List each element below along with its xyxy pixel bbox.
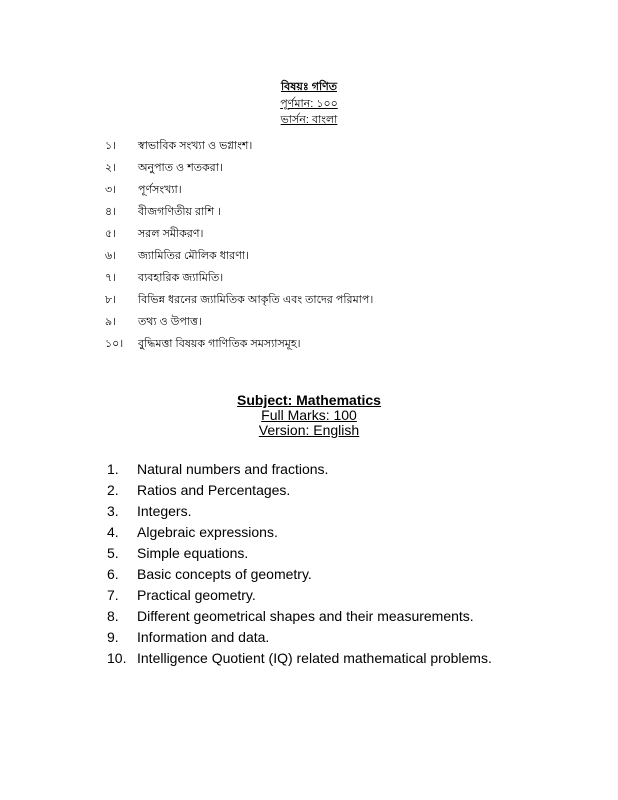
english-syllabus-list xyxy=(107,458,492,669)
item-number: 6. xyxy=(107,566,119,583)
list-item xyxy=(107,563,492,584)
item-text: তথ্য ও উপাত্ত। xyxy=(138,316,202,329)
english-version xyxy=(0,422,618,438)
item-text: Natural numbers and fractions. xyxy=(137,460,329,477)
item-number: 8. xyxy=(107,608,119,625)
item-number: 10. xyxy=(107,650,127,667)
item-text: Information and data. xyxy=(137,629,270,646)
item-number: ৫। xyxy=(105,227,117,240)
list-item xyxy=(105,157,373,179)
list-item xyxy=(105,179,373,201)
bangla-full-marks-text: পূর্ণমান: ১০০ xyxy=(280,98,338,110)
list-item xyxy=(107,479,492,500)
bangla-version xyxy=(0,111,618,130)
list-item xyxy=(107,458,492,479)
bangla-title-text: বিষয়ঃ গণিত xyxy=(281,81,337,93)
list-item xyxy=(105,245,373,267)
item-number: 7. xyxy=(107,587,119,604)
list-item xyxy=(107,606,492,627)
item-number: ৭। xyxy=(105,272,117,285)
item-number: 5. xyxy=(107,544,119,561)
item-text: Basic concepts of geometry. xyxy=(137,566,312,583)
list-item xyxy=(105,268,373,290)
item-number: ১। xyxy=(105,139,117,152)
item-text: Ratios and Percentages. xyxy=(137,481,291,498)
item-text: বিভিন্ন ধরনের জ্যামিতিক আকৃতি এবং তাদের পরিমাপ। xyxy=(138,294,374,307)
item-text: অনুপাত ও শতকরা। xyxy=(138,161,223,174)
item-number: ১০। xyxy=(105,338,124,351)
list-item xyxy=(105,135,373,157)
english-full-marks xyxy=(0,407,618,423)
bangla-version-text: ভার্সন: বাংলা xyxy=(280,114,338,126)
item-number: 2. xyxy=(107,481,119,498)
list-item xyxy=(107,585,492,606)
english-title-text: Subject: Mathematics xyxy=(237,392,381,408)
item-number: 9. xyxy=(107,629,119,646)
list-item xyxy=(105,201,373,223)
list-item xyxy=(107,500,492,521)
item-text: বুদ্ধিমত্তা বিষয়ক গাণিতিক সমস্যাসমূহ। xyxy=(138,338,301,351)
item-text: Intelligence Quotient (IQ) related mathematical problems. xyxy=(137,650,492,667)
item-number: 4. xyxy=(107,523,119,540)
item-text: Different geometrical shapes and their measurements. xyxy=(137,608,474,625)
bangla-syllabus-list xyxy=(105,135,373,356)
list-item xyxy=(107,648,492,669)
item-text: Algebraic expressions. xyxy=(137,523,278,540)
english-full-marks-text: Full Marks: 100 xyxy=(261,407,357,423)
list-item xyxy=(107,521,492,542)
item-text: পূর্ণসংখ্যা। xyxy=(138,183,182,196)
item-number: ৪। xyxy=(105,205,117,218)
list-item xyxy=(105,290,373,312)
item-text: Integers. xyxy=(137,502,192,519)
item-number: ৮। xyxy=(105,294,117,307)
list-item xyxy=(105,312,373,334)
list-item xyxy=(105,223,373,245)
item-number: 1. xyxy=(107,460,119,477)
item-text: বীজগণিতীয় রাশি । xyxy=(138,205,221,218)
item-number: ৯। xyxy=(105,316,117,329)
english-subject-title xyxy=(0,392,618,408)
item-text: Simple equations. xyxy=(137,544,249,561)
list-item xyxy=(105,334,373,356)
item-number: 3. xyxy=(107,502,119,519)
list-item xyxy=(107,542,492,563)
item-text: Practical geometry. xyxy=(137,587,256,604)
item-number: ২। xyxy=(105,161,117,174)
item-text: স্বাভাবিক সংখ্যা ও ভগ্নাংশ। xyxy=(138,139,253,152)
english-version-text: Version: English xyxy=(258,422,360,438)
item-text: ব্যবহারিক জ্যামিতি। xyxy=(138,272,224,285)
list-item xyxy=(107,627,492,648)
item-number: ৬। xyxy=(105,250,117,263)
item-text: জ্যামিতির মৌলিক ধারণা। xyxy=(138,250,249,263)
item-text: সরল সমীকরণ। xyxy=(138,227,204,240)
item-number: ৩। xyxy=(105,183,117,196)
